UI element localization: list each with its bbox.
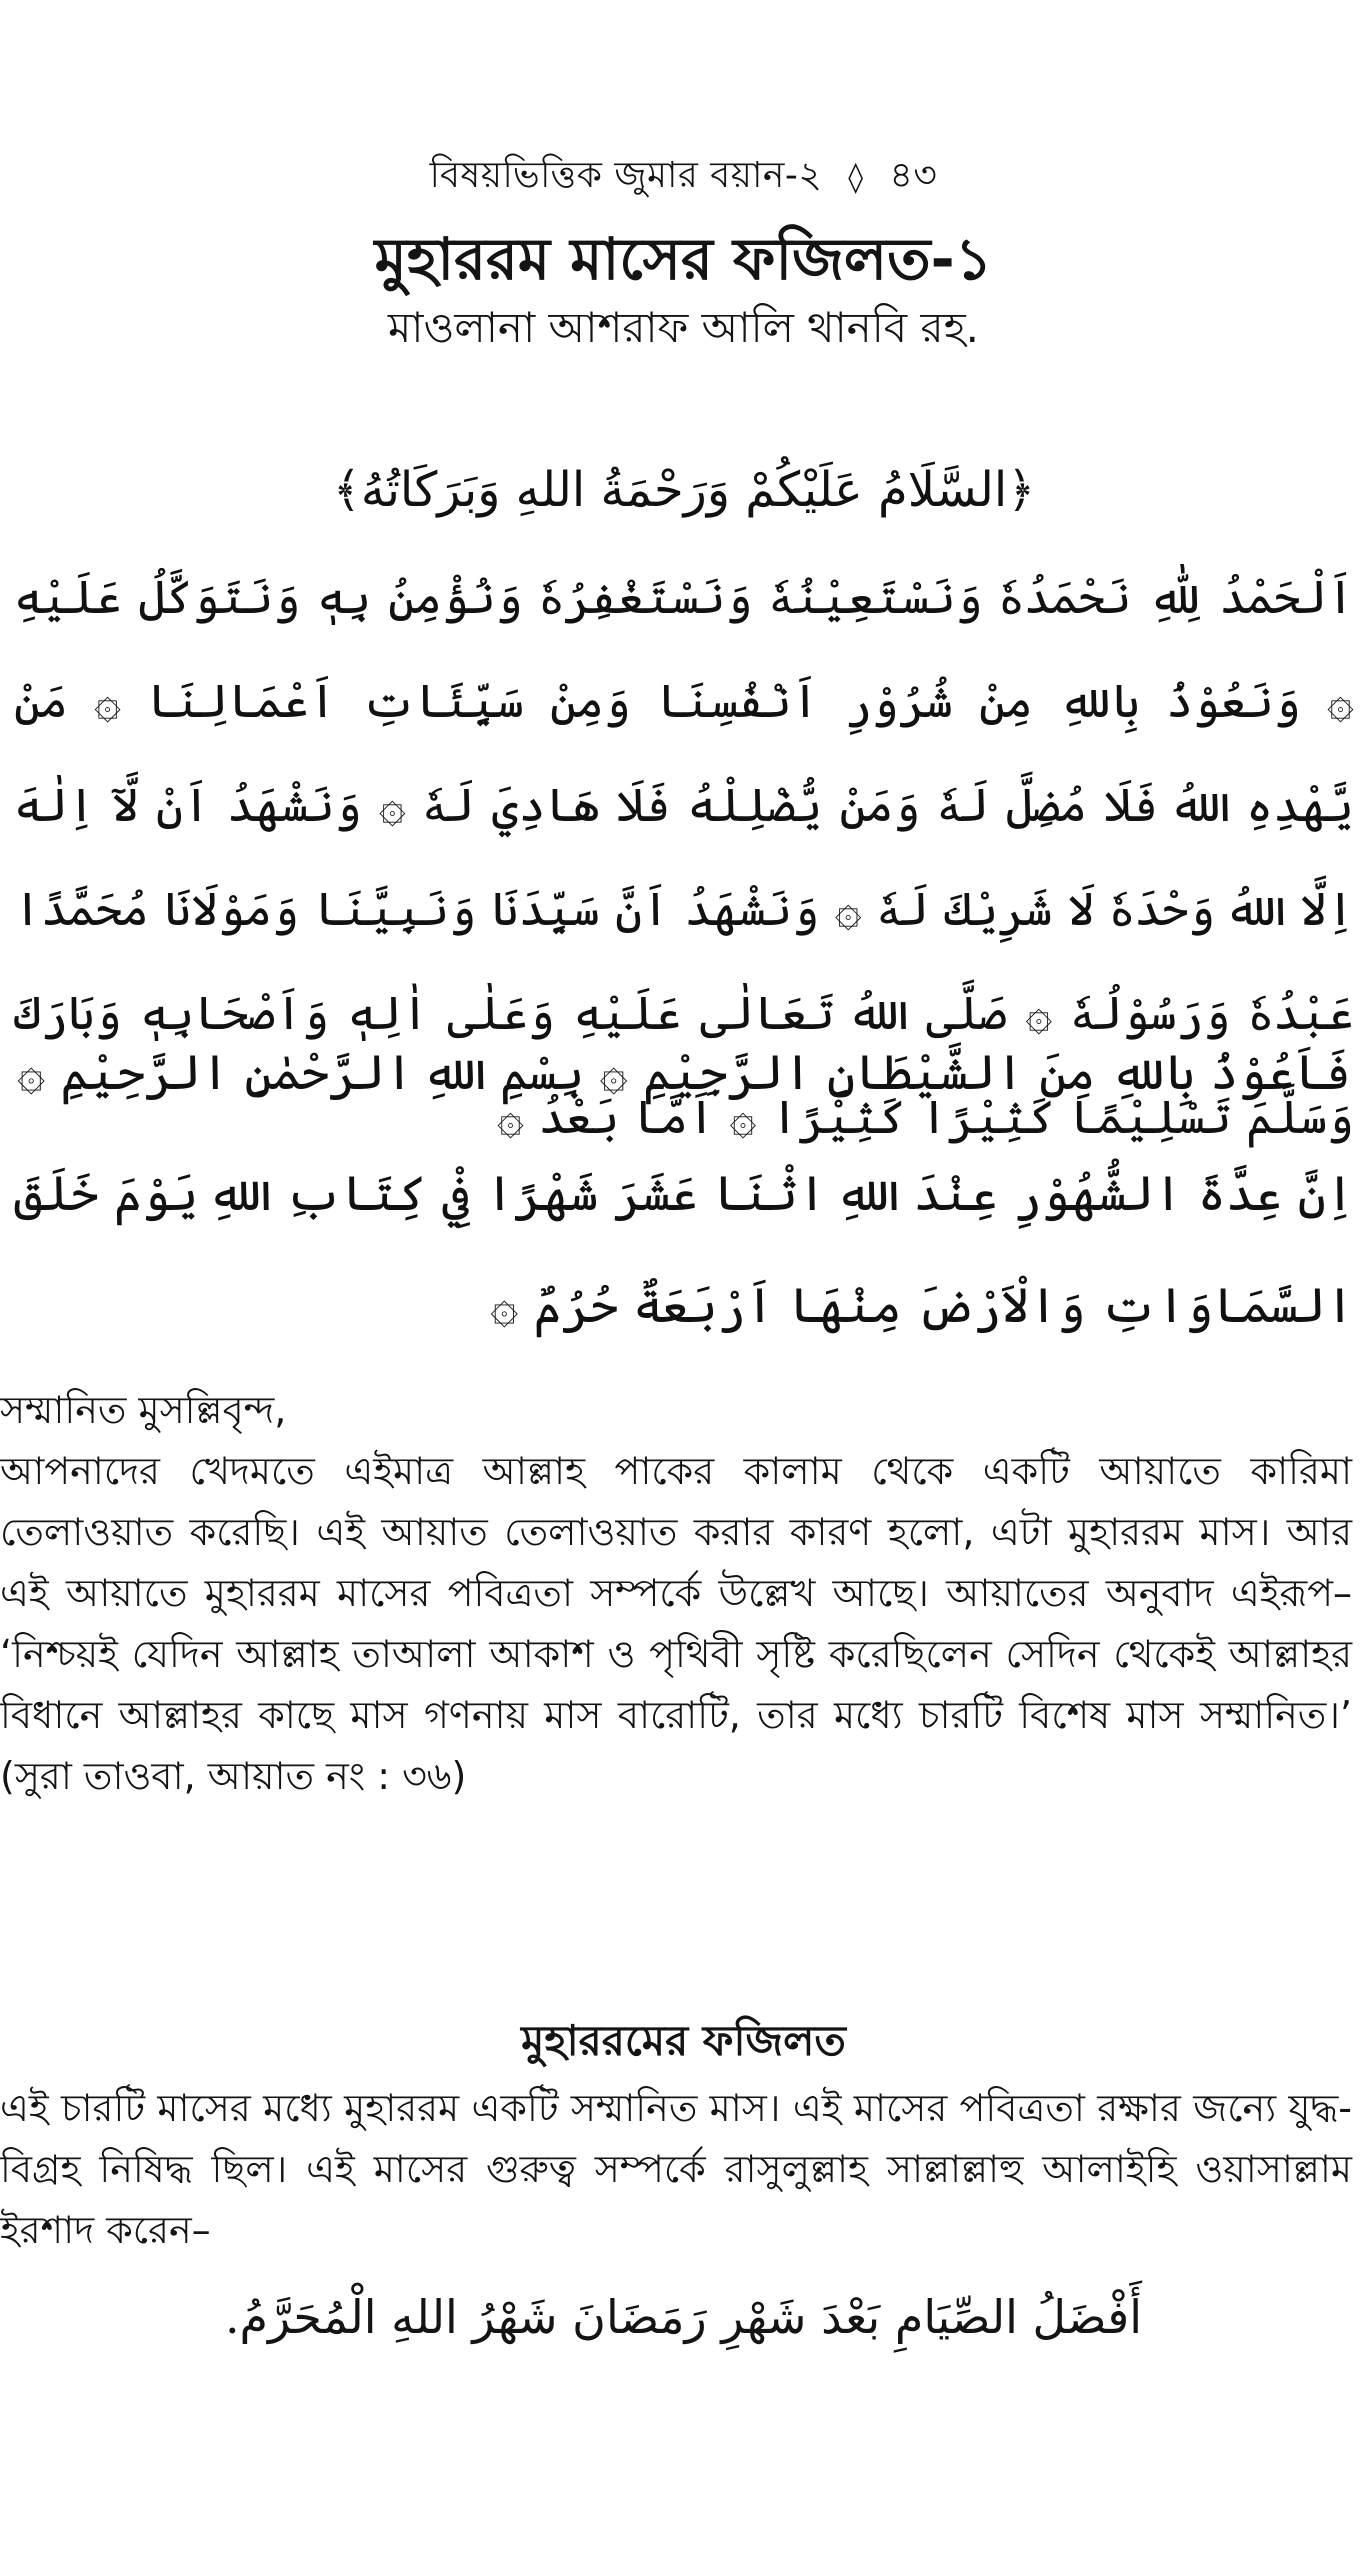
arabic-salam: ﴿السَّلَامُ عَلَيْكُمْ وَرَحْمَةُ اللهِ وَبَرَكَاتُهُ﴾ bbox=[332, 462, 1036, 518]
hadith-arabic: أَفْضَلُ الصِّيَامِ بَعْدَ شَهْرِ رَمَضَانَ شَهْرُ اللهِ الْمُحَرَّمُ. bbox=[224, 2290, 1143, 2344]
page-number: ৪৩ bbox=[889, 155, 938, 196]
chapter-title: মুহাররম মাসের ফজিলত-১ bbox=[374, 225, 993, 293]
paragraph-fazilat: এই চারটি মাসের মধ্যে মুহাররম একটি সম্মানিত মাস। এই মাসের পবিত্রতা রক্ষার জন্যে যুদ্ধ-বিগ্রহ নিষিদ্ধ ছিল। এই মাসের গুরুত্ব সম্পর্কে রাসুলুল্লাহ সাল্লাল্লাহু আলাইহি ওয়াসাল্লাম ইরশাদ করেন– bbox=[0, 2086, 1352, 2252]
paragraph-intro: আপনাদের খেদমতে এইমাত্র আল্লাহ পাকের কালাম থেকে একটি আয়াতে কারিমা তেলাওয়াত করেছি। এই আয়াত তেলাওয়াত করার কারণ হলো, এটা মুহাররম মাস। আর এই আয়াতে মুহাররম মাসের পবিত্রতা সম্পর্কে উল্লেখ আছে। আয়াতের অনুবাদ এইরূপ– ‘নিশ্চয়ই যেদিন আল্লাহ তাআলা আকাশ ও পৃথিবী সৃষ্টি করেছিলেন সেদিন থেকেই আল্লাহর বিধানে আল্লাহর কাছে মাস গণনায় মাস বারোটি, তার মধ্যে চারটি বিশেষ মাস সম্মানিত।’ (সুরা তাওবা, আয়াত নং : ৩৬) bbox=[0, 1449, 1352, 1798]
arabic-ayah: اِنَّ عِدَّةَ الشُّهُوْرِ عِنْدَ اللهِ اثْنَا عَشَرَ شَهْرًا فِيْ كِتَابِ اللهِ يَوْمَ خَلَقَ السَّمَاوَاتِ وَالْاَرْضَ مِنْهَا اَرْبَعَةٌ حُرُمٌ ۞ bbox=[14, 1166, 1354, 1334]
salutation: সম্মানিত মুসল্লিবৃন্দ, bbox=[0, 1388, 287, 1432]
book-title: বিষয়ভিত্তিক জুমার বয়ান-২ bbox=[429, 155, 823, 196]
running-header bbox=[0, 148, 1367, 208]
arabic-khutba: اَلْحَمْدُ لِلّٰهِ نَحْمَدُهٗ وَنَسْتَعِيْنُهٗ وَنَسْتَغْفِرُهٗ وَنُؤْمِنُ بِهٖ وَنَتَوَكَّلُ عَلَيْهِ ۞ وَنَعُوْذُ بِاللهِ مِنْ شُرُوْرِ اَنْفُسِنَا وَمِنْ سَيِّئَاتِ اَعْمَالِنَا ۞ مَنْ يَّهْدِهِ اللهُ فَلَا مُضِلَّ لَهٗ وَمَنْ يُّضْلِلْهُ فَلَا هَادِيَ لَهٗ ۞ وَنَشْهَدُ اَنْ لَّآ اِلٰهَ اِلَّا اللهُ وَحْدَهٗ لَا شَرِيْكَ لَهٗ ۞ وَنَشْهَدُ اَنَّ سَيِّدَنَا وَنَبِيَّنَا وَمَوْلَانَا مُحَمَّدًا عَبْدُهٗ وَرَسُوْلُهٗ ۞ صَلَّى اللهُ تَعَالٰى عَلَيْهِ وَعَلٰى اٰلِهٖ وَاَصْحَابِهٖ وَبَارَكَ وَسَلَّمَ تَسْلِيْمًا كَثِيْرًا كَثِيْرًا ۞ اَمَّا بَعْدُ ۞ bbox=[14, 570, 1354, 1144]
chapter-author: মাওলানা আশরাফ আলি থানবি রহ. bbox=[387, 303, 980, 352]
diamond-separator-icon: ◊ bbox=[848, 160, 864, 195]
arabic-taawwudh: فَاَعُوْذُ بِاللهِ مِنَ الشَّيْطَانِ الرَّجِيْمِ ۞ بِسْمِ اللهِ الرَّحْمٰنِ الرَّحِيْمِ ۞ bbox=[17, 1045, 1351, 1101]
section-heading: মুহাররমের ফজিলত bbox=[521, 2016, 846, 2065]
